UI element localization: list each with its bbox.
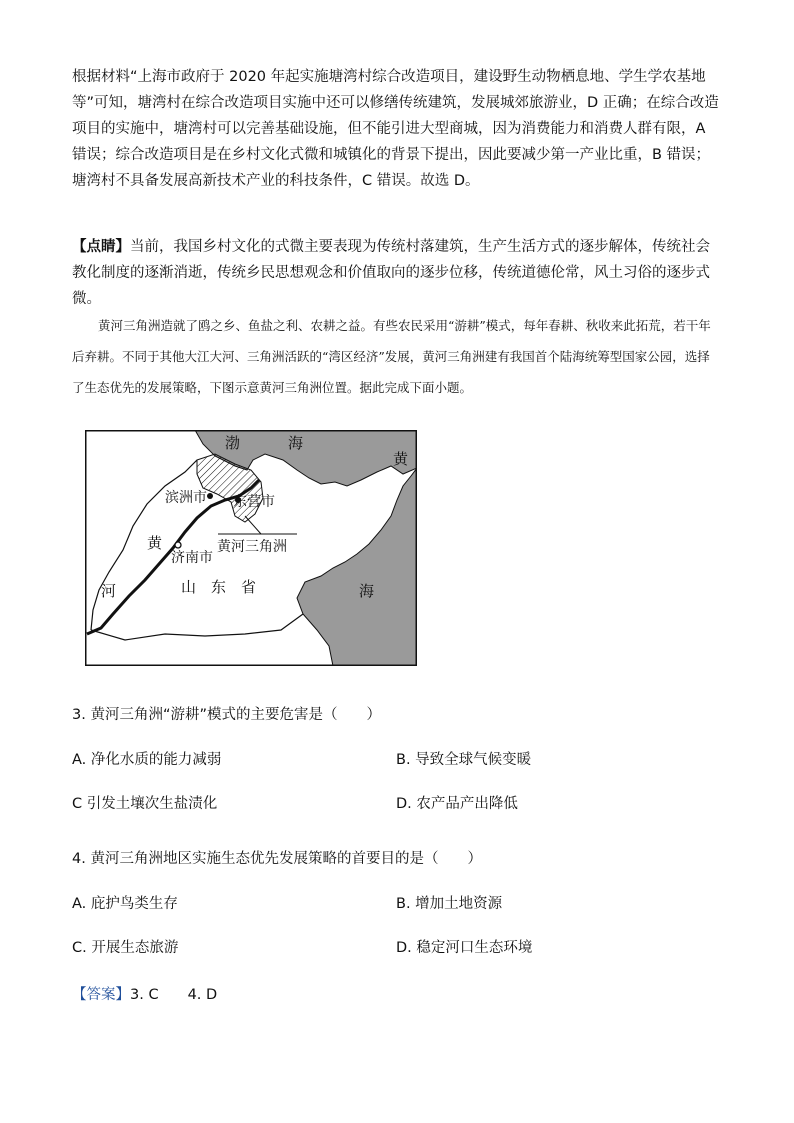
bohai-label-2: 海 [288,434,304,452]
q4-option-d: D. 稳定河口生态环境 [396,940,533,956]
binzhou-dot [207,493,213,499]
answer-text: 3. C 4. D [130,987,218,1003]
yellow-sea-label: 黄 [393,450,409,468]
answer-tag: 【答案】 [72,987,130,1003]
q4-option-a: A. 庇护鸟类生存 [72,896,178,912]
question-4-stem: 4. 黄河三角洲地区实施生态优先发展策略的首要目的是（ ） [72,851,482,867]
comment-text: 当前，我国乡村文化的式微主要表现为传统村落建筑，生产生活方式的逐步解体，传统社会教化制度的逐渐消逝，传统乡民思想观念和价值取向的逐步位移，传统道德伦常，风土习俗的逐步式微。 [72,239,710,307]
comment-paragraph [72,234,722,312]
q3-option-a: A. 净化水质的能力减弱 [72,752,222,768]
q3-option-c: C 引发土壤次生盐渍化 [72,796,218,812]
material-paragraph: 黄河三角洲造就了鸥之乡、鱼盐之利、农耕之益。有些农民采用“游耕”模式，每年春耕、秋收来此拓荒，若干年后弃耕。不同于其他大江大河、三角洲活跃的“湾区经济”发展，黄河三角洲建有我国首个陆海统筹型国家公园，选择了生态优先的发展策略，下图示意黄河三角洲位置。据此完成下面小题。 [72,318,711,395]
delta-label: 黄河三角洲 [217,539,287,555]
province-label: 山 东 省 [181,578,257,596]
q4-option-c: C. 开展生态旅游 [72,940,179,956]
q4-option-b: B. 增加土地资源 [396,896,503,912]
analysis-paragraph: 根据材料“上海市政府于 2020 年起实施塘湾村综合改造项目，建设野生动物栖息地、学生学农基地等”可知，塘湾村在综合改造项目实施中还可以修缮传统建筑，发展城郊旅游业，D 正确；在综合改造项目的实施中，塘湾村可以完善基础设施，但不能引进大型商城，因为消费能力和消费人群有限，A 错误；综合改造项目是在乡村文化式微和城镇化的背景下提出，因此要减少第一产业比重，B 错误；塘湾村不具备发展高新技术产业的科技条件，C 错误。故选 D。 [72,69,719,189]
q3-option-d: D. 农产品产出降低 [396,796,518,812]
answer-line [72,983,217,1004]
comment-tag: 【点睛】 [72,239,130,255]
binzhou-label: 滨洲市 [165,490,207,506]
bohai-label-1: 渤 [225,434,241,452]
jinan-label: 济南市 [171,550,213,566]
river-label-2: 河 [101,582,117,600]
river-label-1: 黄 [147,534,163,552]
jinan-dot [175,542,181,548]
yellow-river-delta-map [85,430,417,666]
question-3-stem: 3. 黄河三角洲“游耕”模式的主要危害是（ ） [72,707,381,723]
q3-option-b: B. 导致全球气候变暖 [396,752,532,768]
sea-label: 海 [359,582,375,600]
dongying-label: 东营市 [233,494,275,510]
